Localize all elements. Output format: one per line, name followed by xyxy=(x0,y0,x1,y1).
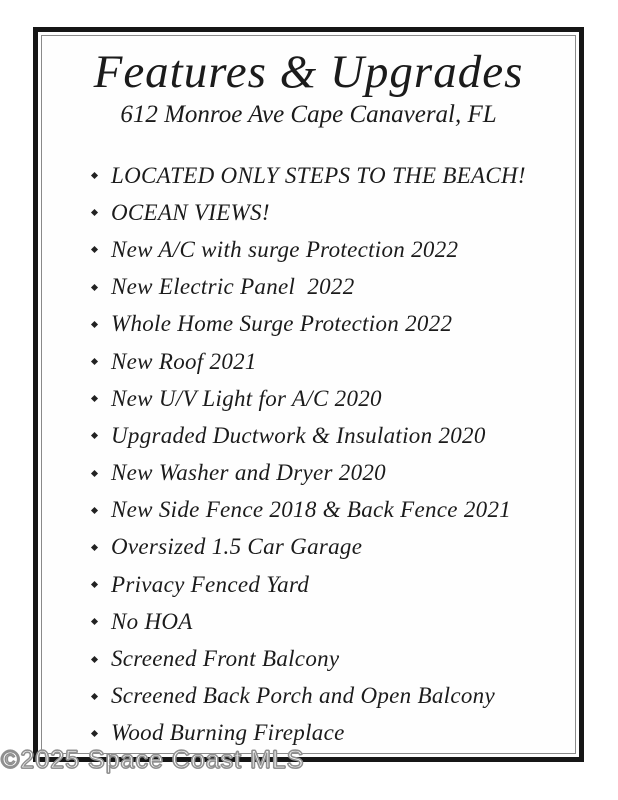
feature-text: New A/C with surge Protection 2022 xyxy=(111,236,459,262)
feature-text: New Side Fence 2018 & Back Fence 2021 xyxy=(111,497,512,523)
list-item xyxy=(92,306,565,343)
diamond-bullet-icon xyxy=(91,618,98,625)
diamond-bullet-icon xyxy=(91,395,98,402)
list-item xyxy=(92,343,565,380)
diamond-bullet-icon xyxy=(91,470,98,477)
feature-text: New U/V Light for A/C 2020 xyxy=(111,385,382,411)
list-item xyxy=(92,678,565,715)
list-item xyxy=(92,640,565,677)
diamond-bullet-icon xyxy=(91,507,98,514)
watermark: ©2025 Space Coast MLS xyxy=(1,746,305,774)
list-item xyxy=(92,269,565,306)
feature-text: OCEAN VIEWS! xyxy=(111,199,270,225)
flyer-frame xyxy=(33,27,584,762)
diamond-bullet-icon xyxy=(91,321,98,328)
feature-text: Whole Home Surge Protection 2022 xyxy=(111,311,453,337)
feature-text: Privacy Fenced Yard xyxy=(111,571,310,597)
list-item xyxy=(92,455,565,492)
diamond-bullet-icon xyxy=(91,432,98,439)
diamond-bullet-icon xyxy=(91,655,98,662)
list-item xyxy=(92,417,565,454)
list-item xyxy=(92,566,565,603)
feature-text: Screened Front Balcony xyxy=(111,646,340,672)
list-item xyxy=(92,529,565,566)
features-list xyxy=(42,157,575,752)
diamond-bullet-icon xyxy=(91,246,98,253)
list-item xyxy=(92,157,565,194)
diamond-bullet-icon xyxy=(91,358,98,365)
address-subtitle: 612 Monroe Ave Cape Canaveral, FL xyxy=(120,101,497,128)
diamond-bullet-icon xyxy=(91,581,98,588)
diamond-bullet-icon xyxy=(91,544,98,551)
list-item xyxy=(92,231,565,268)
diamond-bullet-icon xyxy=(91,209,98,216)
feature-text: New Electric Panel 2022 xyxy=(111,274,355,300)
feature-text: Screened Back Porch and Open Balcony xyxy=(111,683,495,709)
feature-text: Oversized 1.5 Car Garage xyxy=(111,534,363,560)
flyer-inner-border xyxy=(41,35,576,754)
page-title: Features & Upgrades xyxy=(93,46,524,98)
diamond-bullet-icon xyxy=(91,730,98,737)
feature-text: Upgraded Ductwork & Insulation 2020 xyxy=(111,422,486,448)
diamond-bullet-icon xyxy=(91,172,98,179)
list-item xyxy=(92,492,565,529)
diamond-bullet-icon xyxy=(91,693,98,700)
feature-text: New Roof 2021 xyxy=(111,348,257,374)
feature-text: LOCATED ONLY STEPS TO THE BEACH! xyxy=(111,162,526,188)
feature-text: Wood Burning Fireplace xyxy=(111,720,345,746)
feature-text: New Washer and Dryer 2020 xyxy=(111,460,386,486)
list-item xyxy=(92,194,565,231)
feature-text: No HOA xyxy=(111,608,193,634)
list-item xyxy=(92,380,565,417)
list-item xyxy=(92,603,565,640)
diamond-bullet-icon xyxy=(91,284,98,291)
